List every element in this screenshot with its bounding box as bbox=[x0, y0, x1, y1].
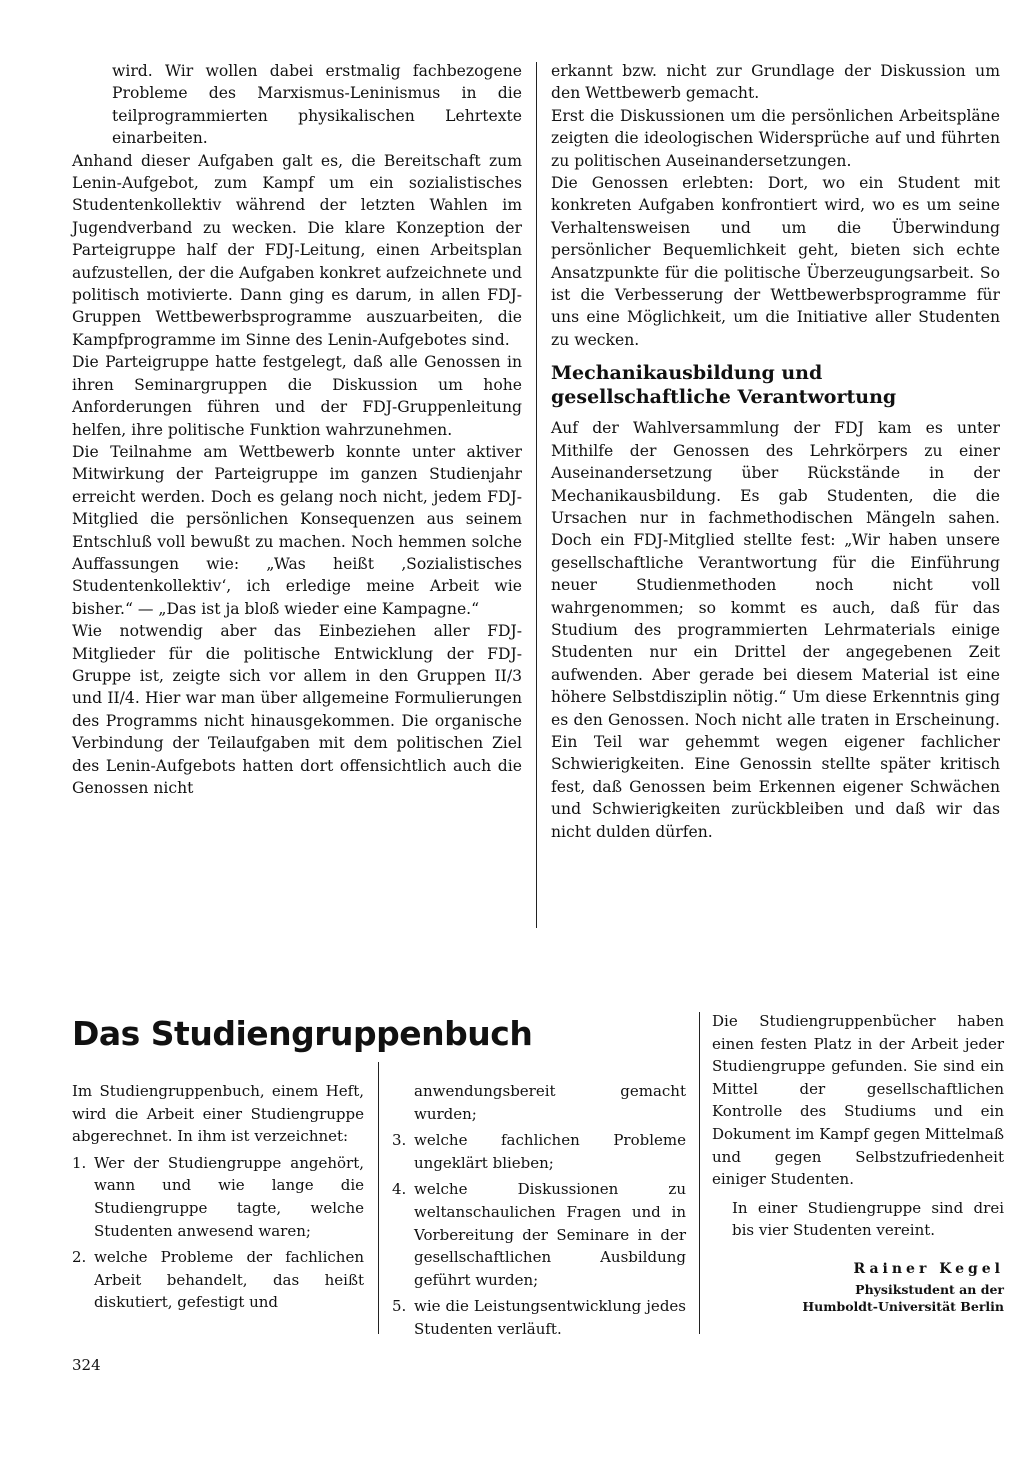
upper-right-column bbox=[551, 60, 1000, 843]
upper-column-divider bbox=[536, 62, 537, 928]
section-heading-line-1: Mechanikausbildung und bbox=[551, 362, 823, 385]
lower-column-divider-1 bbox=[378, 1062, 379, 1334]
section-heading-line-2: gesellschaftliche Verantwortung bbox=[551, 386, 897, 409]
page-number: 324 bbox=[72, 1356, 101, 1374]
lower-middle-column bbox=[392, 1080, 686, 1345]
list-item bbox=[72, 1152, 364, 1242]
upper-right-paragraph-2: Erst die Diskussionen um die persönlichen Arbeitspläne zeigten die ideologischen Widersprüche auf und führten zu politischen Auseinandersetzungen. bbox=[551, 106, 1000, 170]
list-text: Wer der Studiengruppe angehört, wann und wie lange die Studiengruppe tagte, welche Studenten anwesend waren; bbox=[94, 1153, 364, 1240]
list-number: 4. bbox=[392, 1180, 407, 1199]
upper-left-column bbox=[72, 60, 522, 799]
upper-left-paragraph-2: Anhand dieser Aufgaben galt es, die Bereitschaft zum Lenin-Aufgebot, zum Kampf um ein sozialistisches Studentenkollektiv während der letzten Wahlen im Jugendverband zu wecken. Die klare Konzeption der Parteigruppe half der FDJ-Leitung, einen Arbeitsplan aufzustellen, der die Aufgaben konkret aufzeichnete und politisch motivierte. Dann ging es darum, in allen FDJ-Gruppen Wettbewerbsprogramme auszuarbeiten, die Kampfprogramme im Sinne des Lenin-Aufgebotes sind. bbox=[72, 151, 522, 349]
author-affiliation-2: Humboldt-Universität Berlin bbox=[802, 1298, 1004, 1314]
upper-right-paragraph-3: Die Genossen erlebten: Dort, wo ein Student mit konkreten Aufgaben konfrontiert wird, wo es um seine Verhaltensweisen und um die Überwindung persönlicher Bequemlichkeit geht, bieten sich echte Ansatzpunkte für die politische Überzeugungsarbeit. So ist die Verbesserung der Wettbewerbsprogramme für uns eine Möglichkeit, um die Initiative aller Studenten zu wecken. bbox=[551, 174, 1000, 349]
list-item bbox=[72, 1246, 364, 1314]
author-name: Rainer Kegel bbox=[853, 1260, 1004, 1277]
upper-left-paragraph-3: Die Parteigruppe hatte festgelegt, daß alle Genossen in ihren Seminargruppen die Diskussion um hohe Anforderungen führen und der FDJ-Gruppenleitung helfen, ihre politische Funktion wahrzunehmen. bbox=[72, 353, 522, 439]
lower-right-paragraph-1: Die Studiengruppenbücher haben einen festen Platz in der Arbeit jeder Studiengruppe gefunden. Sie sind ein Mittel der gesellschaftlichen Kontrolle des Studiums und ein Dokument im Kampf gegen Mittelmaß und gegen Selbstzufriedenheit einiger Studenten. bbox=[712, 1012, 1004, 1189]
lower-right-column bbox=[712, 1010, 1004, 1315]
list-text: wie die Leistungsentwicklung jedes Studenten verläuft. bbox=[414, 1297, 686, 1338]
upper-left-paragraph-1: wird. Wir wollen dabei erstmalig fachbezogene Probleme des Marxismus-Leninismus in die teilprogrammierten physikalischen Lehrtexte einarbeiten. bbox=[112, 62, 522, 148]
list-item bbox=[392, 1295, 686, 1340]
list-text: welche Diskussionen zu weltanschaulichen Fragen und in Vorbereitung der Seminare in der gesellschaftlichen Ausbildung geführt wurden; bbox=[414, 1180, 686, 1289]
list-number: 2. bbox=[72, 1248, 87, 1267]
upper-right-paragraph-1: erkannt bzw. nicht zur Grundlage der Diskussion um den Wettbewerb gemacht. bbox=[551, 62, 1000, 103]
lower-column-divider-2 bbox=[699, 1012, 700, 1334]
list-continuation: anwendungsbereit gemacht wurden; bbox=[414, 1082, 686, 1123]
list-number: 1. bbox=[72, 1153, 87, 1172]
upper-left-paragraph-5: Wie notwendig aber das Einbeziehen aller FDJ-Mitglieder für die politische Entwicklung der FDJ-Gruppe ist, zeigte sich vor allem in den Gruppen II/3 und II/4. Hier war man über allgemeine Formulierungen des Programms nicht hinausgekommen. Die organische Verbindung der Teilaufgaben mit dem politischen Ziel des Lenin-Aufgebots hatten dort offensichtlich auch die Genossen nicht bbox=[72, 622, 522, 797]
list-item bbox=[392, 1129, 686, 1174]
list-number: 3. bbox=[392, 1131, 407, 1150]
section-heading bbox=[551, 361, 1000, 409]
article-title: Das Studiengruppenbuch bbox=[72, 1014, 533, 1053]
checklist-part-2 bbox=[392, 1129, 686, 1340]
list-text: welche fachlichen Probleme ungeklärt blieben; bbox=[414, 1131, 686, 1172]
lower-intro: Im Studiengruppenbuch, einem Heft, wird die Arbeit einer Studiengruppe abgerechnet. In ihm ist verzeichnet: bbox=[72, 1082, 364, 1146]
upper-right-paragraph-4: Auf der Wahlversammlung der FDJ kam es unter Mithilfe der Genossen des Lehrkörpers zu einer Auseinandersetzung über Rückstände in der Mechanikausbildung. Es gab Studenten, die die Ursachen nur in fachmethodischen Mängeln sahen. Doch ein FDJ-Mitglied stellte fest: „Wir haben unsere gesellschaftliche Verantwortung für die Einführung neuer Studienmethoden noch nicht voll wahrgenommen; so kommt es auch, daß für das Studium des programmierten Lehrmaterials einige Studenten nur ein Drittel der angegebenen Zeit aufwenden. Aber gerade bei diesem Material ist eine höhere Selbstdisziplin nötig.“ Um diese Erkenntnis ging es den Genossen. Noch nicht alle traten in Erscheinung. Ein Teil war gehemmt wegen eigener fachlicher Schwierigkeiten. Eine Genossin stellte später kritisch fest, daß Genossen beim Erkennen eigener Schwächen und Schwierigkeiten zurückbleiben und daß wir das nicht dulden dürfen. bbox=[551, 419, 1000, 841]
list-number: 5. bbox=[392, 1297, 407, 1316]
lower-left-column bbox=[72, 1080, 364, 1318]
checklist-part-1 bbox=[72, 1152, 364, 1314]
upper-left-paragraph-4: Die Teilnahme am Wettbewerb konnte unter aktiver Mitwirkung der Parteigruppe im ganzen Studienjahr erreicht werden. Doch es gelang noch nicht, jedem FDJ-Mitglied die persönlichen Konsequenzen aus seinem Entschluß voll bewußt zu machen. Noch hemmen solche Auffassungen wie: „Was heißt ‚Sozialistisches Studentenkollektiv‘, ich erledige meine Arbeit wie bisher.“ — „Das ist ja bloß wieder eine Kampagne.“ bbox=[72, 442, 522, 618]
author-affiliation-1: Physikstudent an der bbox=[855, 1281, 1004, 1297]
lower-right-paragraph-2: In einer Studiengruppe sind drei bis vier Studenten vereint. bbox=[732, 1198, 1004, 1240]
list-text: welche Probleme der fachlichen Arbeit behandelt, das heißt diskutiert, gefestigt und bbox=[94, 1248, 364, 1312]
list-item bbox=[392, 1178, 686, 1291]
